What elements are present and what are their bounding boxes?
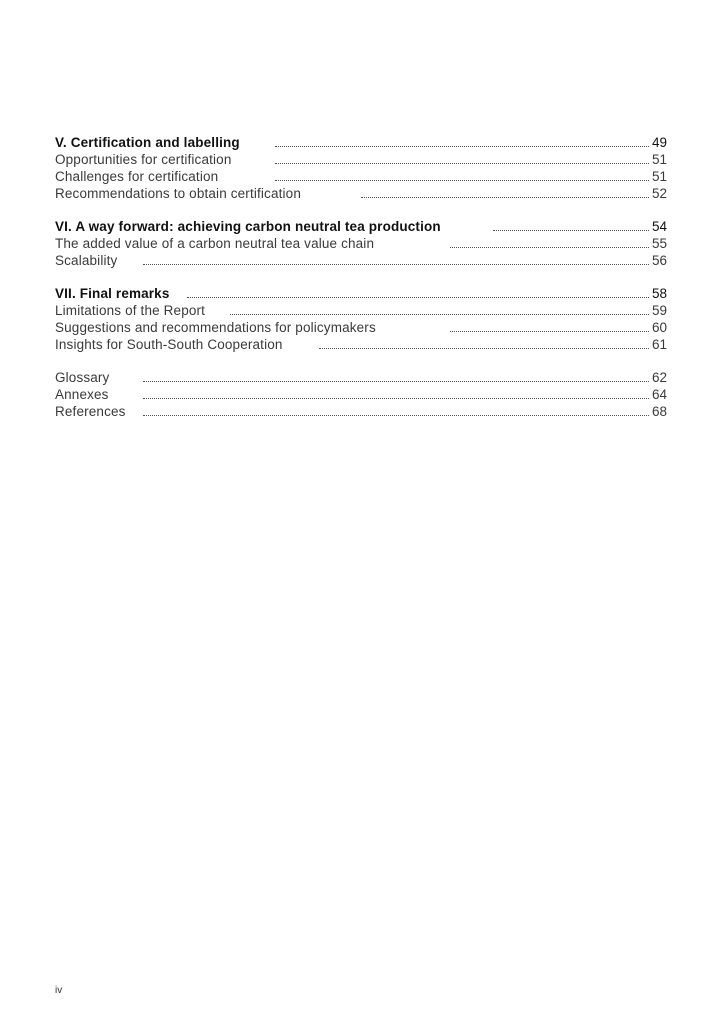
toc-entry-title: Challenges for certification	[55, 169, 219, 184]
toc-section-6	[55, 218, 667, 269]
toc-entry[interactable]	[55, 168, 667, 185]
toc-entry-title: Suggestions and recommendations for policymakers	[55, 320, 376, 335]
toc-leader-dots	[143, 381, 649, 382]
toc-leader-dots	[450, 247, 649, 248]
toc-entry-title: Insights for South-South Cooperation	[55, 337, 283, 352]
toc-entry[interactable]	[55, 134, 667, 151]
toc-leader-dots	[493, 230, 649, 231]
toc-entry-page: 56	[651, 253, 667, 268]
toc-leader-dots	[187, 297, 649, 298]
toc-entry-page: 51	[651, 152, 667, 167]
toc-entry-page: 59	[651, 303, 667, 318]
toc-entry-title: VI. A way forward: achieving carbon neutral tea production	[55, 219, 441, 234]
toc-section-5	[55, 134, 667, 202]
toc-entry-page: 60	[651, 320, 667, 335]
toc-leader-dots	[275, 180, 649, 181]
toc-entry[interactable]	[55, 403, 667, 420]
toc-back-matter	[55, 369, 667, 420]
toc-entry[interactable]	[55, 252, 667, 269]
toc-entry[interactable]	[55, 302, 667, 319]
toc-entry[interactable]	[55, 218, 667, 235]
toc-entry[interactable]	[55, 151, 667, 168]
toc-entry-page: 54	[651, 219, 667, 234]
toc-entry[interactable]	[55, 285, 667, 302]
toc-entry[interactable]	[55, 319, 667, 336]
toc-entry-page: 68	[651, 404, 667, 419]
toc-leader-dots	[275, 163, 649, 164]
table-of-contents	[55, 134, 667, 436]
page-number: iv	[55, 985, 63, 996]
toc-entry-page: 55	[651, 236, 667, 251]
toc-entry-title: VII. Final remarks	[55, 286, 170, 301]
toc-entry-title: Recommendations to obtain certification	[55, 186, 301, 201]
toc-entry[interactable]	[55, 235, 667, 252]
toc-entry[interactable]	[55, 386, 667, 403]
toc-leader-dots	[319, 348, 649, 349]
toc-entry-page: 64	[651, 387, 667, 402]
toc-entry[interactable]	[55, 369, 667, 386]
toc-entry-page: 61	[651, 337, 667, 352]
toc-entry-page: 49	[651, 135, 667, 150]
toc-entry-title: References	[55, 404, 126, 419]
toc-entry-title: V. Certification and labelling	[55, 135, 240, 150]
toc-entry-title: The added value of a carbon neutral tea value chain	[55, 236, 375, 251]
toc-leader-dots	[143, 398, 649, 399]
toc-leader-dots	[230, 314, 649, 315]
toc-leader-dots	[275, 146, 649, 147]
toc-entry-page: 58	[651, 286, 667, 301]
toc-entry-title: Annexes	[55, 387, 109, 402]
toc-entry[interactable]	[55, 336, 667, 353]
toc-entry-page: 52	[651, 186, 667, 201]
toc-entry-page: 62	[651, 370, 667, 385]
toc-leader-dots	[361, 197, 649, 198]
toc-entry-title: Limitations of the Report	[55, 303, 206, 318]
toc-entry[interactable]	[55, 185, 667, 202]
toc-entry-title: Opportunities for certification	[55, 152, 232, 167]
toc-leader-dots	[143, 264, 649, 265]
toc-entry-title: Glossary	[55, 370, 110, 385]
toc-leader-dots	[143, 415, 649, 416]
toc-entry-title: Scalability	[55, 253, 118, 268]
toc-section-7	[55, 285, 667, 353]
toc-entry-page: 51	[651, 169, 667, 184]
toc-leader-dots	[450, 331, 649, 332]
